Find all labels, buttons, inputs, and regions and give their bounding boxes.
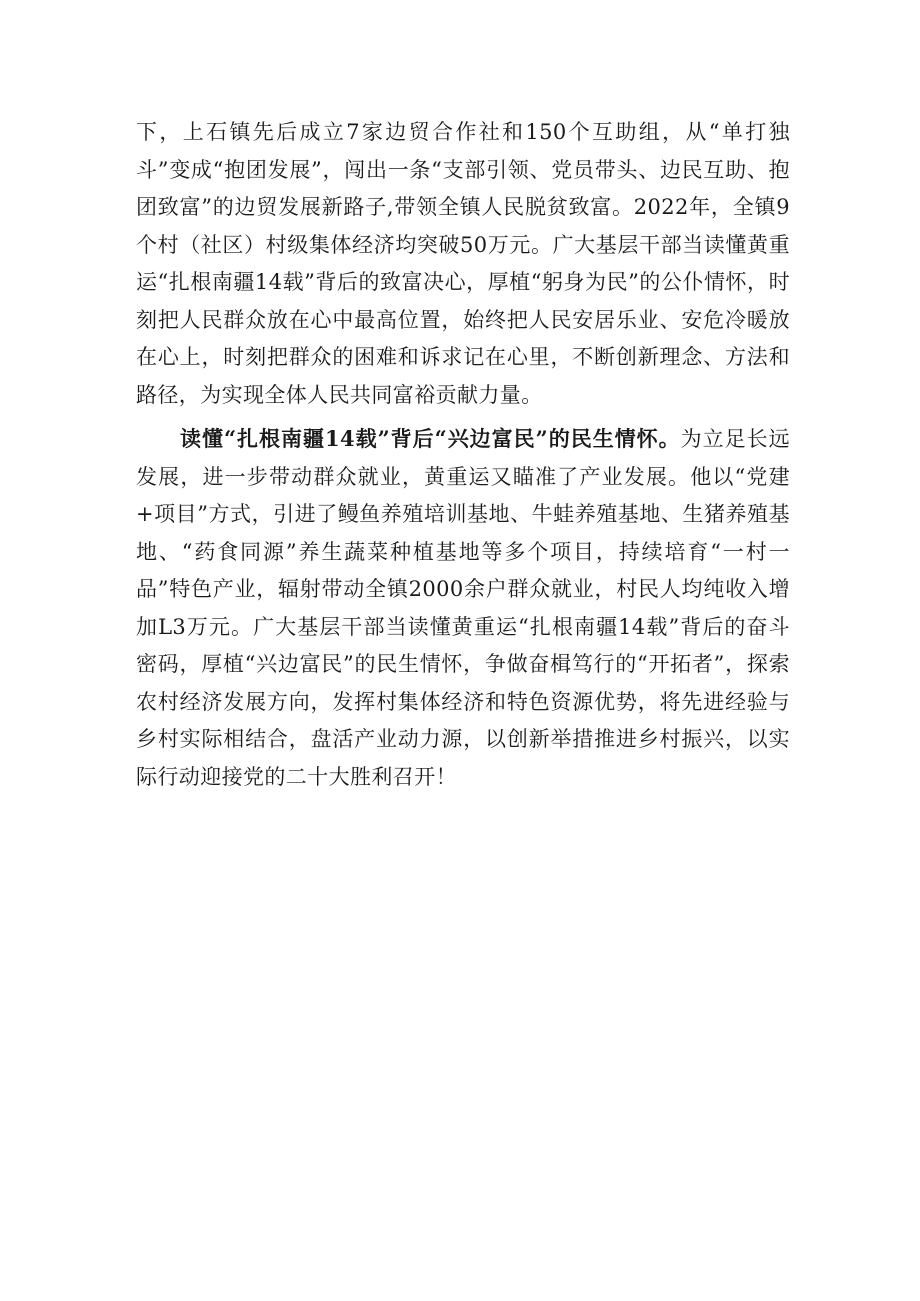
article-body: [136, 114, 790, 796]
paragraph-1-body: 下，上石镇先后成立7家边贸合作社和150个互助组，从“单打独斗”变成“抱团发展”，闯出一条“支部引领、党员带头、边民互助、抱团致富”的边贸发展新路子,带领全镇人民脱贫致富。2022年，全镇9个村（社区）村级集体经济均突破50万元。广大基层干部当读懂黄重运“扎根南疆14载”背后的致富决心，厚植“躬身为民”的公仆情怀，时刻把人民群众放在心中最高位置，始终把人民安居乐业、安危冷暖放在心上，时刻把群众的困难和诉求记在心里，不断创新理念、方法和路径，为实现全体人民共同富裕贡献力量。: [136, 120, 790, 407]
paragraph-2: [136, 420, 790, 796]
paragraph-1: [136, 114, 790, 414]
paragraph-2-body: 为立足长远发展，进一步带动群众就业，黄重运又瞄准了产业发展。他以“党建+项目”方式，引进了鳗鱼养殖培训基地、牛蛙养殖基地、生猪养殖基地、“药食同源”养生蔬菜种植基地等多个项目，持续培育“一村一品”特色产业，辐射带动全镇2000余户群众就业，村民人均纯收入增加L3万元。广大基层干部当读懂黄重运“扎根南疆14载”背后的奋斗密码，厚植“兴边富民”的民生情怀，争做奋楫笃行的“开拓者”，探索农村经济发展方向，发挥村集体经济和特色资源优势，将先进经验与乡村实际相结合，盘活产业动力源，以创新举措推进乡村振兴，以实际行动迎接党的二十大胜利召开！: [136, 427, 790, 789]
paragraph-2-heading: 读懂“扎根南疆14载”背后“兴边富民”的民生情怀。: [180, 426, 681, 451]
